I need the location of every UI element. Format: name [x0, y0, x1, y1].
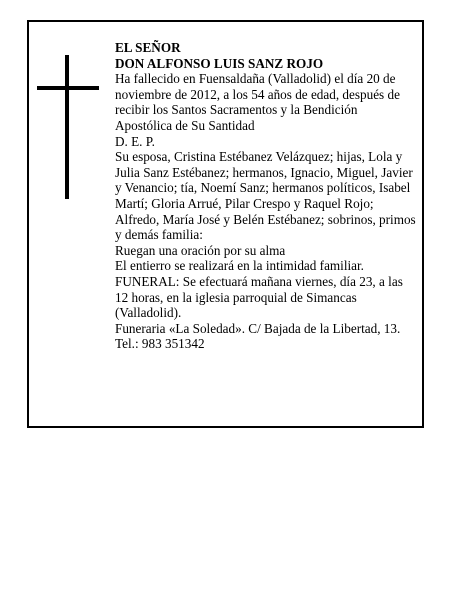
cross-horizontal-bar [37, 86, 99, 90]
deceased-name: DON ALFONSO LUIS SANZ ROJO [115, 55, 324, 71]
funeral-details: FUNERAL: Se efectuará mañana viernes, día 23, a las 12 horas, en la iglesia parroquial de Simancas (Valladolid). [115, 273, 403, 321]
prayer-request: Ruegan una oración por su alma [115, 242, 286, 258]
burial-note: El entierro se realizará en la intimidad familiar. [115, 258, 364, 274]
dep-line: D. E. P. [115, 133, 155, 149]
funeral-home: Funeraria «La Soledad». C/ Bajada de la Libertad, 13. [115, 320, 401, 336]
death-announcement: Ha fallecido en Fuensaldaña (Valladolid) el día 20 de noviembre de 2012, a los 54 años de edad, después de recibir los Santos Sacramentos y la Bendición Apostólica de Su Santidad [115, 71, 400, 133]
cross-vertical-bar [65, 55, 69, 199]
obituary-notice [27, 20, 424, 428]
notice-text [115, 40, 417, 352]
phone-number: Tel.: 983 351342 [115, 336, 205, 352]
heading-title: EL SEÑOR [115, 40, 181, 55]
family-list: Su esposa, Cristina Estébanez Velázquez; hijas, Lola y Julia Sanz Estébanez; hermanos, Ignacio, Miguel, Javier y Venancio; tía, Noemí Sanz; hermanos políticos, Isabel Martí; Gloria Arrué, Pilar Crespo y Raquel Rojo; Alfredo, María José y Belén Estébanez; sobrinos, primos y demás familia: [115, 149, 416, 243]
cross-icon [37, 55, 101, 199]
